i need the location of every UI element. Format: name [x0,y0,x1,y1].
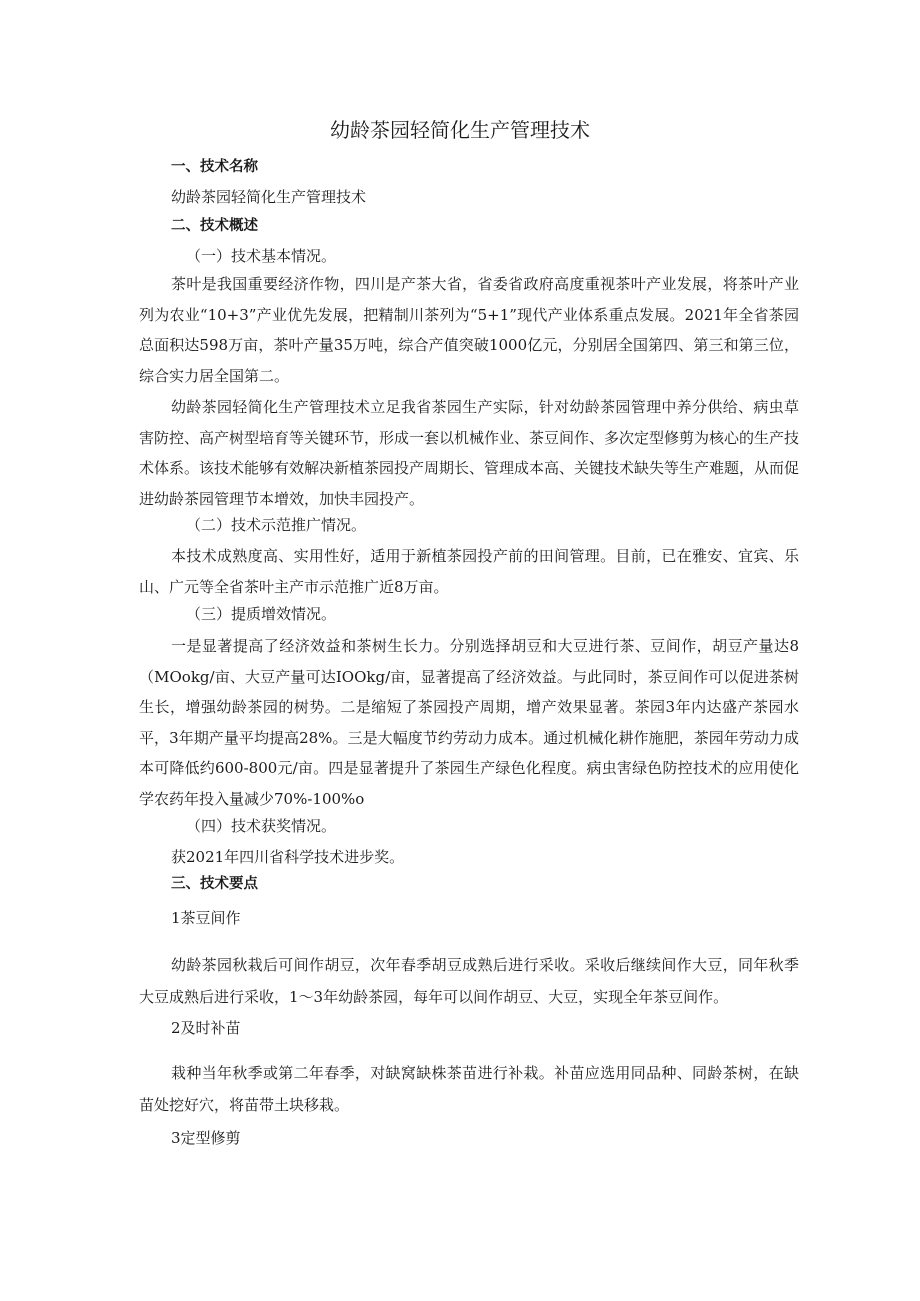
paragraph-key-point-2: 栽种当年秋季或第二年春季，对缺窝缺株茶苗进行补栽。补苗应选用同品种、同龄茶树，在缺苗处挖好穴，将苗带土块移栽。 [139,1064,799,1114]
key-point-title-1: 1茶豆间作 [171,909,241,927]
subsection-basic-info: （一）技术基本情况。 [186,247,337,265]
paragraph-key-point-1: 幼龄茶园秋栽后可间作胡豆，次年春季胡豆成熟后进行采收。采收后继续间作大豆，同年秋季大豆成熟后进行采收，1～3年幼龄茶园，每年可以间作胡豆、大豆，实现全年茶豆间作。 [139,956,799,1006]
subsection-efficiency: （三）提质增效情况。 [186,605,337,623]
section-heading-name: 一、技术名称 [171,159,258,175]
paragraph-awards: 获2021年四川省科学技术进步奖。 [171,848,405,866]
paragraph-demonstration: 本技术成熟度高、实用性好，适用于新植茶园投产前的田间管理。目前，已在雅安、宜宾、乐山、广元等全省茶叶主产市示范推广近8万亩。 [139,547,799,596]
section-heading-overview: 二、技术概述 [171,218,258,234]
key-point-title-3: 3定型修剪 [171,1129,241,1147]
technology-name-text: 幼龄茶园轻简化生产管理技术 [171,188,367,206]
key-point-title-2: 2及时补苗 [171,1019,241,1037]
paragraph-basic-info-1: 茶叶是我国重要经济作物，四川是产茶大省，省委省政府高度重视茶叶产业发展，将茶叶产业列为农业“10+3”产业优先发展，把精制川茶列为“5+1”现代产业体系重点发展。2021年全省茶园总面积达598万亩，茶叶产量35万吨，综合产值突破1000亿元，分别居全国第四、第三和第三位，综合实力居全国第二。 [139,275,799,385]
paragraph-efficiency: 一是显著提高了经济效益和茶树生长力。分别选择胡豆和大豆进行茶、豆间作，胡豆产量达8（MOokg/亩、大豆产量可达IOOkg/亩，显著提高了经济效益。与此同时，茶豆间作可以促进茶树生长，增强幼龄茶园的树势。二是缩短了茶园投产周期，增产效果显著。茶园3年内达盛产茶园水平，3年期产量平均提高28%。三是大幅度节约劳动力成本。通过机械化耕作施肥，茶园年劳动力成本可降低约600-800元/亩。四是显著提升了茶园生产绿色化程度。病虫害绿色防控技术的应用使化学农药年投入量减少70%-100%o [139,637,799,808]
subsection-awards: （四）技术获奖情况。 [186,817,337,835]
section-heading-key-points: 三、技术要点 [171,876,258,892]
page-title: 幼龄茶园轻简化生产管理技术 [330,118,590,142]
subsection-demonstration: （二）技术示范推广情况。 [186,516,367,534]
paragraph-basic-info-2: 幼龄茶园轻简化生产管理技术立足我省茶园生产实际，针对幼龄茶园管理中养分供给、病虫草害防控、高产树型培育等关键环节，形成一套以机械作业、茶豆间作、多次定型修剪为核心的生产技术体系。该技术能够有效解决新植茶园投产周期长、管理成本高、关键技术缺失等生产难题，从而促进幼龄茶园管理节本增效，加快丰园投产。 [139,398,800,508]
